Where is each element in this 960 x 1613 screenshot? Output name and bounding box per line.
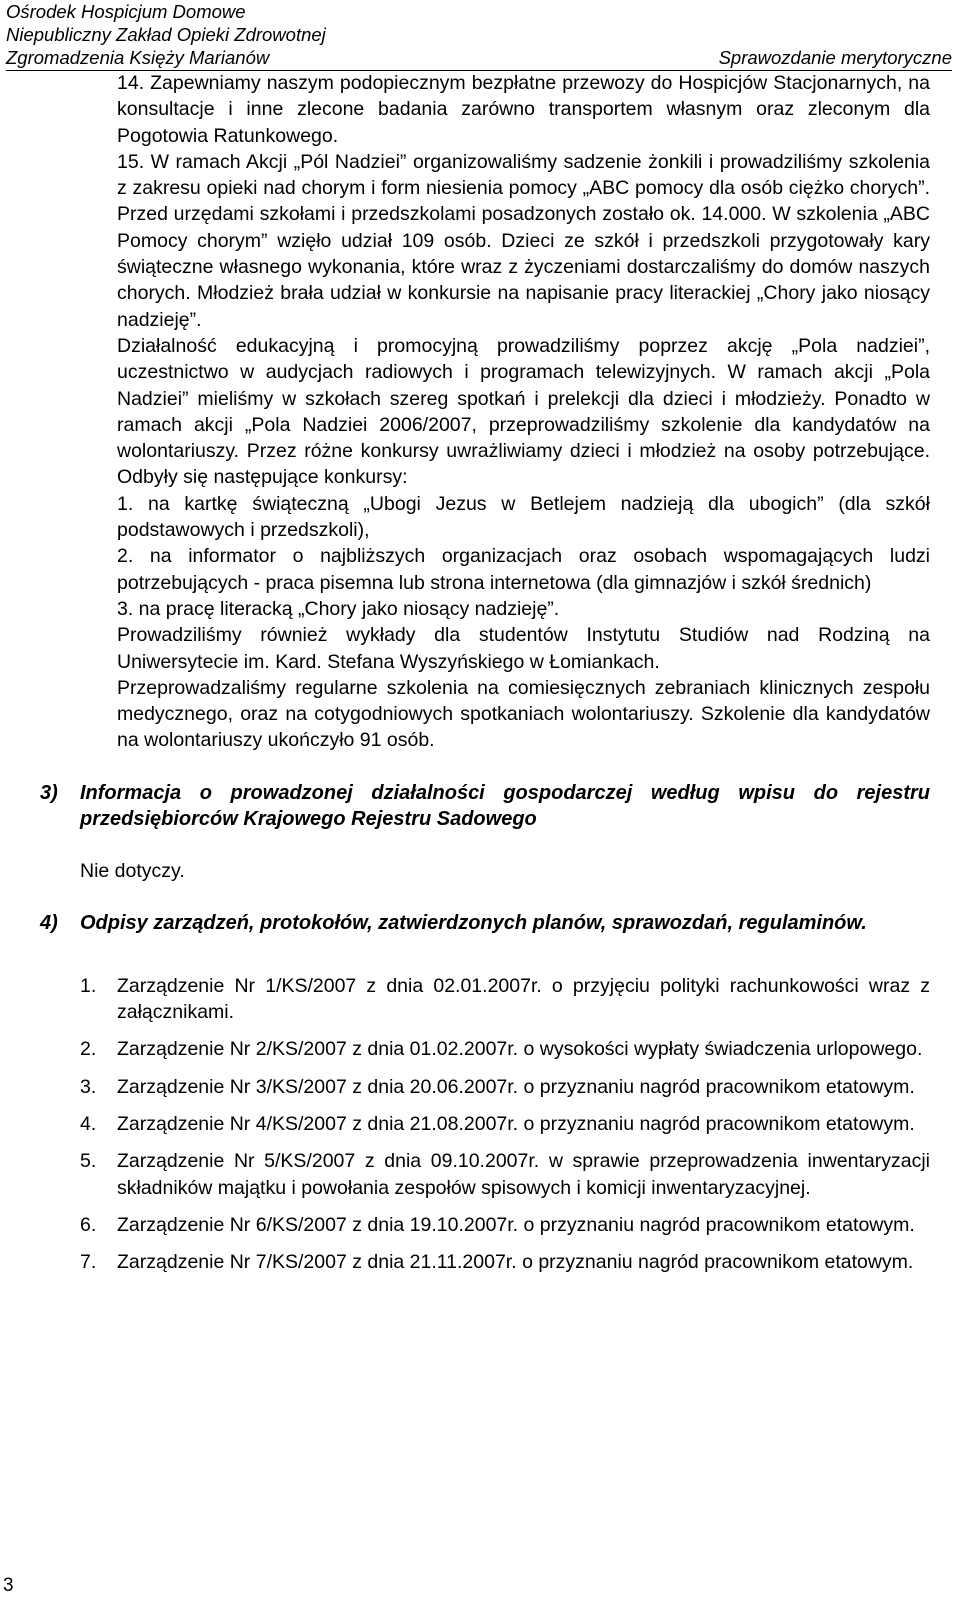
list-item — [80, 973, 930, 1026]
section-3-number: 3) — [40, 781, 58, 804]
list-item — [80, 1212, 930, 1238]
list-item-text: Zarządzenie Nr 2/KS/2007 z dnia 01.02.2007r. o wysokości wypłaty świadczenia urlopowego. — [117, 1038, 923, 1061]
paragraph-lectures: Prowadziliśmy również wykłady dla studentów Instytutu Studiów nad Rodziną na Uniwersytecie im. Kard. Stefana Wyszyńskiego w Łomiankach. — [117, 624, 930, 673]
paragraph-14: 14. Zapewniamy naszym podopiecznym bezpłatne przewozy do Hospicjów Stacjonarnych, na konsultacje i inne zlecone badania zarówno transportem własnym oraz zleconym dla Pogotowia Ratunkowego. — [117, 72, 930, 147]
contest-2: 2. na informator o najbliższych organizacjach oraz osobach wspomagających ludzi potrzebujących - praca pisemna lub strona internetowa (dla gimnazjów i szkół średnich) — [117, 545, 930, 594]
section-3-title: Informacja o prowadzonej działalności gospodarczej według wpisu do rejestru przedsiębiorców Krajowego Rejestru Sadowego — [80, 781, 930, 830]
list-item — [80, 1074, 930, 1100]
list-item — [80, 1148, 930, 1201]
header-line-1: Ośrodek Hospicjum Domowe — [6, 1, 246, 22]
list-item-number: 3. — [80, 1075, 97, 1098]
header-report-title: Sprawozdanie merytoryczne — [718, 47, 952, 68]
section-4-number: 4) — [40, 911, 58, 934]
list-item-text: Zarządzenie Nr 6/KS/2007 z dnia 19.10.2007r. o przyznaniu nagród pracownikom etatowym. — [117, 1213, 915, 1236]
list-item-text: Zarządzenie Nr 1/KS/2007 z dnia 02.01.2007r. o przyjęciu polityki rachunkowości wraz z załącznikami. — [117, 974, 930, 1024]
list-item-number: 4. — [80, 1112, 97, 1135]
list-item-text: Zarządzenie Nr 3/KS/2007 z dnia 20.06.2007r. o przyznaniu nagród pracownikom etatowym. — [117, 1075, 915, 1098]
orders-list — [0, 973, 960, 1276]
contest-1: 1. na kartkę świąteczną „Ubogi Jezus w Betlejem nadzieją dla ubogich” (dla szkół podstawowych i przedszkoli), — [117, 492, 930, 542]
list-item-number: 5. — [80, 1150, 97, 1173]
contest-3: 3. na pracę literacką „Chory jako niosący nadzieję”. — [117, 597, 560, 620]
list-item-number: 6. — [80, 1213, 97, 1236]
header-line-2: Niepubliczny Zakład Opieki Zdrowotnej — [6, 24, 326, 45]
list-item-number: 2. — [80, 1038, 97, 1061]
page-content — [0, 70, 960, 1275]
paragraph-education: Działalność edukacyjną i promocyjną prowadziliśmy poprzez akcję „Pola nadziei”, uczestnictwo w audycjach radiowych i programach telewizyjnych. W ramach akcji „Pola Nadziei” mieliśmy w szkołach szereg spotkań i prelekcji dla dzieci i młodzieży. Ponadto w ramach akcji „Pola Nadziei 2006/2007, przeprowadziliśmy szkolenie dla kandydatów na wolontariuszy. Przez różne konkursy uwrażliwiamy dzieci i młodzież na osoby potrzebujące. Odbyły się następujące konkursy: — [117, 334, 930, 489]
list-item — [80, 1111, 930, 1137]
section-4-heading — [40, 910, 930, 936]
list-item-number: 1. — [80, 974, 97, 997]
list-item-text: Zarządzenie Nr 7/KS/2007 z dnia 21.11.2007r. o przyznaniu nagród pracownikom etatowym. — [117, 1251, 914, 1274]
paragraph-trainings: Przeprowadzaliśmy regularne szkolenia na comiesięcznych zebraniach klinicznych zespołu medycznego, oraz na cotygodniowych spotkaniach wolontariuszy. Szkolenie dla kandydatów na wolontariuszy ukończyło 91 osób. — [117, 676, 930, 752]
header-line-3: Zgromadzenia Księży Marianów — [6, 47, 270, 68]
list-item-text: Zarządzenie Nr 5/KS/2007 z dnia 09.10.2007r. w sprawie przeprowadzenia inwentaryzacji składników majątku i powołania zespołów spisowych i komicji inwentaryzacyjnej. — [117, 1150, 930, 1199]
section-3-heading — [40, 780, 930, 832]
section-4-title: Odpisy zarządzeń, protokołów, zatwierdzonych planów, sprawozdań, regulaminów. — [80, 911, 867, 934]
section-3-body: Nie dotyczy. — [80, 859, 185, 882]
page-number: 3 — [3, 1575, 14, 1596]
list-item — [80, 1249, 930, 1275]
list-item-text: Zarządzenie Nr 4/KS/2007 z dnia 21.08.2007r. o przyznaniu nagród pracownikom etatowym. — [117, 1112, 915, 1135]
list-item-number: 7. — [80, 1251, 97, 1274]
page-header — [6, 0, 952, 71]
paragraph-15: 15. W ramach Akcji „Pól Nadziei” organizowaliśmy sadzenie żonkili i prowadziliśmy szkolenia z zakresu opieki nad chorym i form niesienia pomocy „ABC pomocy dla osób ciężko chorych”. Przed urzędami szkołami i przedszkolami posadzonych zostało ok. 14.000. W szkolenia „ABC Pomocy chorym” wzięło udział 109 osób. Dzieci ze szkół i przedszkoli przygotowały kary świąteczne własnego wykonania, które wraz z życzeniami dostarczaliśmy do domów naszych chorych. Młodzież brała udział w konkursie na napisanie pracy literackiej „Chory jako niosący nadzieję”. — [117, 150, 930, 331]
list-item — [80, 1036, 930, 1062]
